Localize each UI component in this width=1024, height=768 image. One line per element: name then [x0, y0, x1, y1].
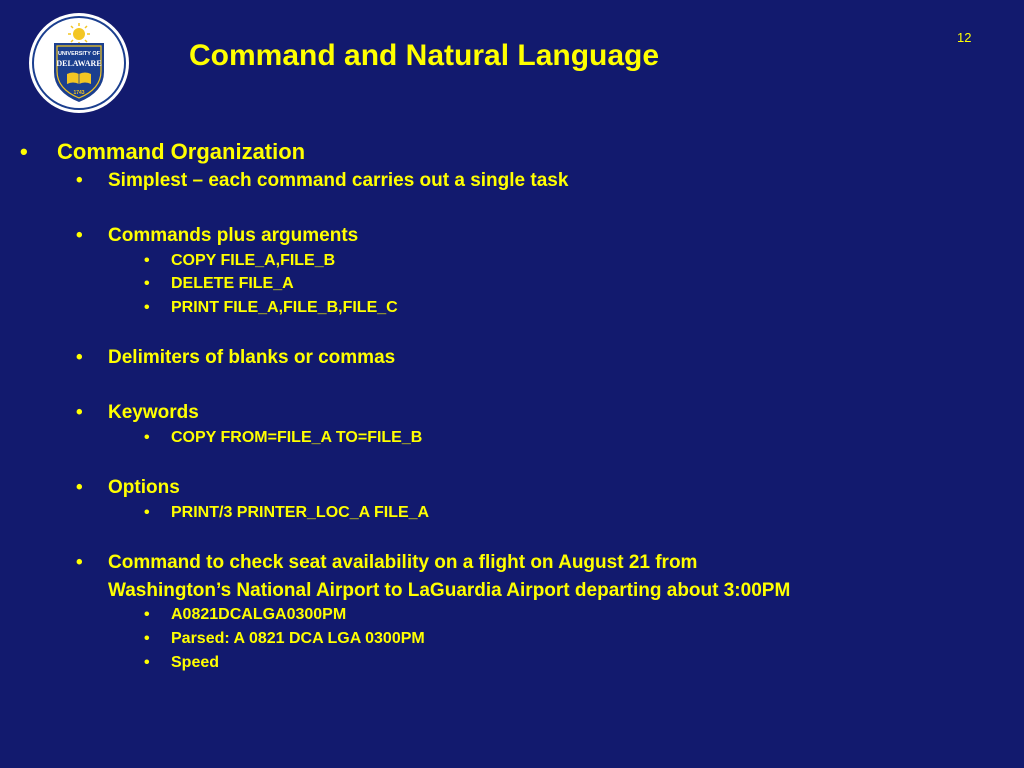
bullet-glyph: •: [144, 606, 150, 623]
outline-item-continuation: Washington’s National Airport to LaGuardia Airport departing about 3:00PM: [108, 580, 791, 601]
logo-top-text: UNIVERSITY OF: [57, 51, 101, 57]
outline-item-level-2: Options: [108, 477, 180, 498]
outline-item-level-3: PRINT/3 PRINTER_LOC_A FILE_A: [171, 504, 430, 521]
page-number: 12: [957, 30, 972, 45]
outline-item-level-3: COPY FROM=FILE_A TO=FILE_B: [171, 429, 423, 446]
bullet-glyph: •: [144, 630, 150, 647]
bullet-glyph: •: [76, 225, 83, 246]
logo-main-text: DELAWARE: [56, 59, 102, 68]
outline-item-level-3: Parsed: A 0821 DCA LGA 0300PM: [171, 630, 425, 647]
outline-item-level-2: Keywords: [108, 402, 199, 423]
outline-item-level-2: Delimiters of blanks or commas: [108, 347, 396, 368]
outline-item-level-2: Command to check seat availability on a flight on August 21 from: [108, 552, 698, 573]
outline-item-level-3: COPY FILE_A,FILE_B: [171, 252, 336, 269]
slide-title: Command and Natural Language: [189, 39, 660, 72]
bullet-glyph: •: [144, 429, 150, 446]
bullet-glyph: •: [76, 402, 83, 423]
outline-item-level-3: PRINT FILE_A,FILE_B,FILE_C: [171, 299, 398, 316]
book-icon: [67, 73, 91, 85]
bullet-glyph: •: [144, 275, 150, 292]
outline-item-level-3: A0821DCALGA0300PM: [171, 606, 347, 623]
outline-item-level-2: Commands plus arguments: [108, 225, 359, 246]
bullet-glyph: •: [20, 139, 28, 164]
outline-item-level-3: DELETE FILE_A: [171, 275, 294, 292]
bullet-glyph: •: [76, 552, 83, 573]
outline-item-level-3: Speed: [171, 654, 220, 671]
bullet-glyph: •: [144, 252, 150, 269]
bullet-glyph: •: [76, 347, 83, 368]
bullet-glyph: •: [144, 299, 150, 316]
bullet-glyph: •: [144, 504, 150, 521]
outline-item-level-2: Simplest – each command carries out a single task: [108, 170, 569, 191]
bullet-glyph: •: [76, 477, 83, 498]
bullet-glyph: •: [144, 654, 150, 671]
logo-year: 1743: [73, 90, 85, 96]
bullet-glyph: •: [76, 170, 83, 191]
outline-item-level-1: Command Organization: [57, 139, 306, 164]
university-logo: [28, 12, 130, 114]
